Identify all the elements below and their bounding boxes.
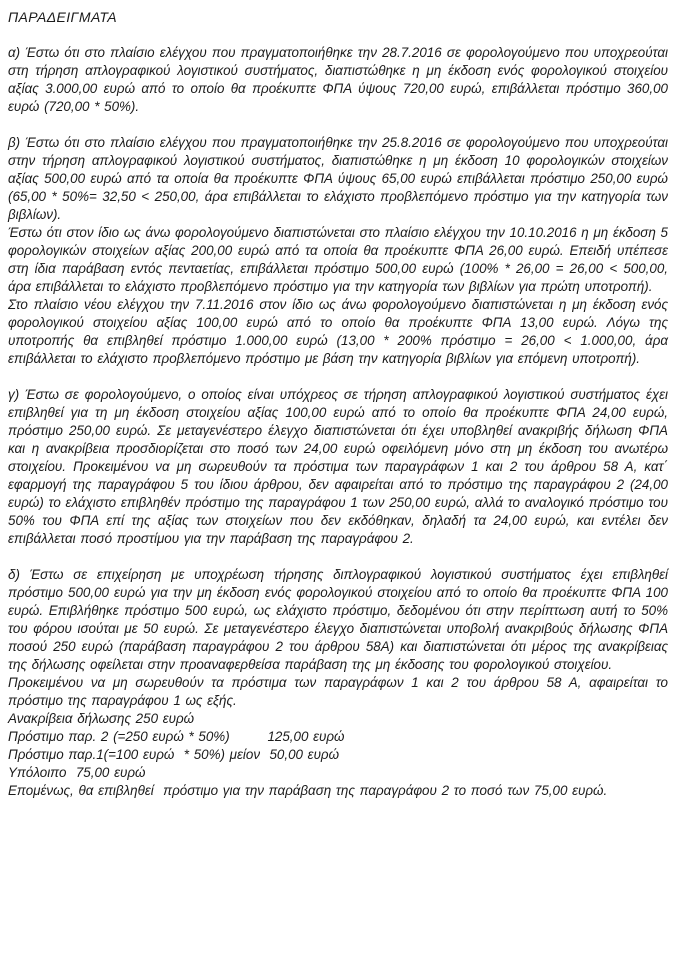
example-d-paragraph-1: δ) Έστω σε επιχείρηση με υποχρέωση τήρησης διπλογραφικού λογιστικού συστήματος έχει επιβληθεί πρόστιμο 500,00 ευρώ για την μη έκδοση ενός φορολογικού στοιχείου από το οποίο θα προέκυπτε ΦΠΑ 100 ευρώ. Επιβλήθηκε πρόστιμο 500 ευρώ, ως ελάχιστο πρόστιμο, δεδομένου ότι στην περίπτωση αυτή το 50% του φόρου ισούται με 50 ευρώ. Σε μεταγενέστερο έλεγχο διαπιστώνεται υποβολή ανακριβούς δήλωσης ΦΠΑ ποσού 250 ευρώ (παράβαση παραγράφου 2 του άρθρου 58Α) και διαπιστώνεται ότι μέρος της ανακρίβειας της δήλωσης οφείλεται στην προαναφερθείσα παράβαση της μη έκδοσης του φορολογικού στοιχείου. (8, 567, 668, 672)
calc-line-fine-par2: Πρόστιμο παρ. 2 (=250 ευρώ * 50%) 125,00 ευρώ (8, 729, 345, 744)
example-b-paragraph-2: Έστω ότι στον ίδιο ως άνω φορολογούμενο διαπιστώνεται στο πλαίσιο ελέγχου την 10.10.2016 η μη έκδοση 5 φορολογικών στοιχείων αξίας 200,00 ευρώ από τα οποία θα προέκυπτε ΦΠΑ 26,00 ευρώ. Επειδή υπέπεσε στη ίδια παράβαση εντός πενταετίας, επιβάλλεται πρόστιμο 500,00 ευρώ (100% * 26,00 = 26,00 < 500,00, άρα επιβάλλεται το ελάχιστο προβλεπόμενο πρόστιμο για την κατηγορία των βιβλίων για πρώτη υποτροπή). (8, 225, 668, 294)
example-a-paragraph: α) Έστω ότι στο πλαίσιο ελέγχου που πραγματοποιήθηκε την 28.7.2016 σε φορολογούμενο που υποχρεούται στη τήρηση απλογραφικού λογιστικού συστήματος, διαπιστώθηκε η μη έκδοση ενός φορολογικού στοιχείου αξίας 3.000,00 ευρώ από το οποίο θα προέκυπτε ΦΠΑ ύψους 720,00 ευρώ, επιβάλλεται πρόστιμο 360,00 ευρώ (720,00 * 50%). (8, 45, 668, 114)
conclusion-line: Επομένως, θα επιβληθεί πρόστιμο για την παράβαση της παραγράφου 2 το ποσό των 75,00 ευρώ. (8, 783, 608, 798)
calc-line-fine-par1: Πρόστιμο παρ.1(=100 ευρώ * 50%) μείον 50,00 ευρώ (8, 747, 340, 762)
example-d-paragraph-2: Προκειμένου να μη σωρευθούν τα πρόστιμα των παραγράφων 1 και 2 του άρθρου 58 Α, αφαιρείται το πρόστιμο της παραγράφου 1 ως εξής. (8, 675, 668, 708)
example-b-paragraph-1: β) Έστω ότι στο πλαίσιο ελέγχου που πραγματοποιήθηκε την 25.8.2016 σε φορολογούμενο που υποχρεούται στην τήρηση απλογραφικού λογιστικού συστήματος, διαπιστώθηκε η μη έκδοση 10 φορολογικών στοιχείων αξίας 500,00 ευρώ από τα οποία θα προέκυπτε ΦΠΑ ύψους 65,00 ευρώ επιβάλλεται πρόστιμο 250,00 ευρώ (65,00 * 50%= 32,50 < 250,00, άρα επιβάλλεται το ελάχιστο προβλεπόμενο πρόστιμο για την κατηγορία των βιβλίων). (8, 135, 668, 222)
page-title: ΠΑΡΑΔΕΙΓΜΑΤΑ (8, 9, 118, 25)
calc-line-inaccuracy: Ανακρίβεια δήλωσης 250 ευρώ (8, 711, 195, 726)
example-c-paragraph: γ) Έστω σε φορολογούμενο, ο οποίος είναι υπόχρεος σε τήρηση απλογραφικού λογιστικού συστήματος έχει επιβληθεί για τη μη έκδοση στοιχείου αξίας 100,00 ευρώ από το οποίο θα προέκυπτε ΦΠΑ 24,00 ευρώ, πρόστιμο 250,00 ευρώ. Σε μεταγενέστερο έλεγχο διαπιστώνεται ότι έχει υποβληθεί ανακριβής δήλωση ΦΠΑ και η ανακρίβεια προσδιορίζεται στο ποσό των 24,00 ευρώ οφειλόμενη μόνο στη μη έκδοση του ανωτέρω στοιχείου. Προκειμένου να μη σωρευθούν τα πρόστιμα των παραγράφων 1 και 2 του άρθρου 58 Α, κατ΄ εφαρμογή της παραγράφου 5 του ίδιου άρθρου, δεν αφαιρείται από το πρόστιμο της παραγράφου 2 (24,00 ευρώ) το ελάχιστο επιβληθέν πρόστιμο της παραγράφου 1 των 250,00 ευρώ, αλλά το αναλογικό πρόστιμο του 50% του ΦΠΑ επί της αξίας των στοιχείων που δεν εκδόθηκαν, δηλαδή τα 24,00 ευρώ, και εντέλει δεν επιβάλλεται ποσό προστίμου για την παράβαση της παραγράφου 2. (8, 387, 668, 546)
example-b-paragraph-3: Στο πλαίσιο νέου ελέγχου την 7.11.2016 στον ίδιο ως άνω φορολογούμενο διαπιστώνεται η μη έκδοση ενός φορολογικού στοιχείου αξίας 100,00 ευρώ από το οποίο θα προέκυπτε ΦΠΑ 13,00 ευρώ. Λόγω της υποτροπής θα επιβληθεί πρόστιμο 1.000,00 ευρώ (13,00 * 200% πρόστιμο = 26,00 < 1.000,00, άρα επιβάλλεται το ελάχιστο προβλεπόμενο πρόστιμο με βάση την κατηγορία βιβλίων για επόμενη υποτροπή). (8, 297, 668, 366)
calc-line-balance: Υπόλοιπο 75,00 ευρώ (8, 765, 146, 780)
